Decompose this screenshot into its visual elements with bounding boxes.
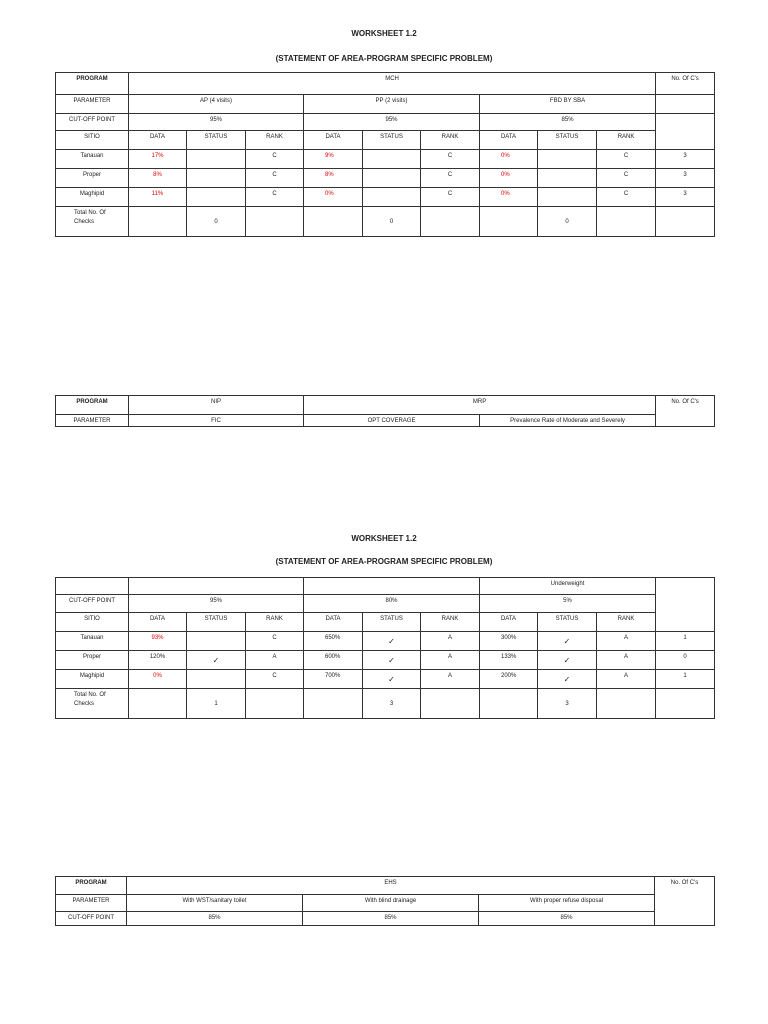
worksheet-title: WORKSHEET 1.2 bbox=[351, 534, 417, 543]
table-row bbox=[56, 188, 715, 207]
sitio-name: Proper bbox=[56, 651, 129, 670]
empty-cell bbox=[56, 578, 129, 595]
total-label-line2: Checks bbox=[74, 219, 95, 225]
status-header: STATUS bbox=[187, 613, 246, 632]
rank-value: C bbox=[421, 169, 480, 188]
rank-value: C bbox=[421, 188, 480, 207]
data-value: 0% bbox=[153, 673, 162, 679]
ehs-table bbox=[55, 876, 715, 926]
cutoff-cell: 95% bbox=[129, 595, 304, 613]
cutoff-label: CUT-OFF POINT bbox=[56, 912, 127, 926]
parameter-label: PARAMETER bbox=[56, 415, 129, 427]
rank-value: C bbox=[421, 150, 480, 169]
rank-value: C bbox=[246, 188, 304, 207]
data-value: 11% bbox=[151, 191, 164, 197]
data-value: 0% bbox=[325, 191, 334, 197]
status-cell bbox=[363, 169, 421, 188]
data-value: 0% bbox=[501, 172, 510, 178]
cutoff-cell: 85% bbox=[127, 912, 303, 926]
rank-value: C bbox=[246, 150, 304, 169]
num-c-header: No. Of C's bbox=[656, 396, 715, 427]
rank-value: C bbox=[597, 188, 656, 207]
status-cell bbox=[363, 150, 421, 169]
total-value: 3 bbox=[363, 689, 421, 719]
rank-header: RANK bbox=[421, 131, 480, 150]
sitio-header: SITIO bbox=[56, 613, 129, 632]
rank-header: RANK bbox=[597, 131, 656, 150]
data-value: 17% bbox=[151, 153, 164, 159]
data-header: DATA bbox=[129, 131, 187, 150]
rank-value: C bbox=[246, 632, 304, 651]
data-value: 8% bbox=[325, 172, 334, 178]
worksheet-title: WORKSHEET 1.2 bbox=[351, 29, 417, 38]
parameter-cell: Prevalence Rate of Moderate and Severely bbox=[480, 415, 656, 427]
check-mark-icon: ✓ bbox=[563, 637, 571, 646]
data-header: DATA bbox=[129, 613, 187, 632]
empty-cell bbox=[656, 689, 715, 719]
parameter-cell: FBD BY SBA bbox=[480, 95, 656, 114]
data-value: 93% bbox=[151, 635, 164, 641]
empty-cell bbox=[304, 578, 480, 595]
empty-cell bbox=[656, 207, 715, 237]
empty-cell bbox=[421, 207, 480, 237]
empty-cell bbox=[129, 207, 187, 237]
data-value: 700% bbox=[325, 673, 341, 679]
status-cell bbox=[187, 150, 246, 169]
rank-header: RANK bbox=[597, 613, 656, 632]
data-value: 600% bbox=[325, 654, 341, 660]
parameter-cell: OPT COVERAGE bbox=[304, 415, 480, 427]
data-header: DATA bbox=[480, 131, 538, 150]
worksheet-subtitle: (STATEMENT OF AREA-PROGRAM SPECIFIC PROBLEM) bbox=[275, 557, 493, 566]
program-name: EHS bbox=[127, 877, 655, 895]
sitio-name: Tanauan bbox=[56, 632, 129, 651]
empty-cell bbox=[304, 207, 363, 237]
table-row bbox=[56, 670, 715, 689]
status-cell bbox=[538, 188, 597, 207]
num-c-header: No. Of C's bbox=[655, 877, 715, 926]
check-mark-icon: ✓ bbox=[388, 656, 395, 665]
rank-value: A bbox=[421, 670, 480, 689]
data-value: 0% bbox=[501, 153, 510, 159]
underweight-table bbox=[55, 577, 715, 719]
rank-value: A bbox=[597, 651, 656, 670]
empty-cell bbox=[129, 689, 187, 719]
sitio-name: Tanauan bbox=[56, 150, 129, 169]
num-c-value: 3 bbox=[656, 188, 715, 207]
total-label: Total No. Of bbox=[74, 692, 106, 698]
cutoff-cell: 85% bbox=[480, 114, 656, 131]
parameter-cell: PP (2 visits) bbox=[304, 95, 480, 114]
num-c-value: 1 bbox=[656, 632, 715, 651]
program-label: PROGRAM bbox=[56, 877, 127, 895]
parameter-label: PARAMETER bbox=[56, 895, 127, 912]
rank-header: RANK bbox=[246, 131, 304, 150]
worksheet-subtitle: (STATEMENT OF AREA-PROGRAM SPECIFIC PROBLEM) bbox=[275, 54, 493, 63]
data-value: 120% bbox=[149, 654, 166, 660]
parameter-cell: AP (4 visits) bbox=[129, 95, 304, 114]
mch-table bbox=[55, 72, 715, 237]
empty-cell bbox=[421, 689, 480, 719]
data-value: 650% bbox=[325, 635, 341, 641]
cutoff-cell: 85% bbox=[303, 912, 479, 926]
empty-cell bbox=[597, 207, 656, 237]
data-header: DATA bbox=[304, 131, 363, 150]
rank-value: A bbox=[597, 632, 656, 651]
status-cell bbox=[538, 169, 597, 188]
status-cell bbox=[187, 188, 246, 207]
cutoff-cell: 95% bbox=[129, 114, 304, 131]
data-header: DATA bbox=[304, 613, 363, 632]
empty-cell bbox=[246, 207, 304, 237]
data-value: 8% bbox=[153, 172, 162, 178]
data-value: 300% bbox=[501, 635, 517, 641]
cutoff-cell: 95% bbox=[304, 114, 480, 131]
data-value: 133% bbox=[501, 654, 517, 660]
total-value: 1 bbox=[187, 689, 246, 719]
cutoff-label: CUT-OFF POINT bbox=[56, 595, 129, 613]
rank-value: A bbox=[246, 651, 304, 670]
parameter-label: PARAMETER bbox=[56, 95, 129, 114]
rank-header: RANK bbox=[246, 613, 304, 632]
data-value: 9% bbox=[325, 153, 334, 159]
rank-value: A bbox=[597, 670, 656, 689]
empty-cell bbox=[480, 207, 538, 237]
cutoff-cell: 80% bbox=[304, 595, 480, 613]
status-cell bbox=[363, 188, 421, 207]
data-value: 200% bbox=[501, 673, 517, 679]
empty-cell bbox=[304, 689, 363, 719]
status-header: STATUS bbox=[363, 613, 421, 632]
cutoff-label: CUT-OFF POINT bbox=[56, 114, 129, 131]
sitio-header: SITIO bbox=[56, 131, 129, 150]
num-c-header: No. Of C's bbox=[656, 73, 715, 95]
data-header: DATA bbox=[480, 613, 538, 632]
parameter-cell: Underweight bbox=[480, 578, 656, 595]
sitio-name: Proper bbox=[56, 169, 129, 188]
status-header: STATUS bbox=[363, 131, 421, 150]
total-value: 0 bbox=[363, 207, 421, 237]
num-c-value: 3 bbox=[656, 169, 715, 188]
status-cell bbox=[538, 150, 597, 169]
empty-cell bbox=[129, 578, 304, 595]
program-label: PROGRAM bbox=[56, 396, 129, 415]
total-label-line2: Checks bbox=[74, 701, 95, 707]
parameter-cell: FIC bbox=[129, 415, 304, 427]
total-row bbox=[56, 689, 715, 719]
rank-value: A bbox=[421, 632, 480, 651]
data-value: 0% bbox=[501, 191, 510, 197]
table-row bbox=[56, 169, 715, 188]
total-value: 0 bbox=[187, 207, 246, 237]
cutoff-cell: 85% bbox=[479, 912, 655, 926]
sitio-name: Maghipid bbox=[56, 670, 129, 689]
empty-cell bbox=[480, 689, 538, 719]
table-row bbox=[56, 632, 715, 651]
num-c-value: 1 bbox=[656, 670, 715, 689]
empty-cell bbox=[597, 689, 656, 719]
table-row bbox=[56, 651, 715, 670]
num-c-value: 0 bbox=[656, 651, 715, 670]
cutoff-cell: 5% bbox=[480, 595, 656, 613]
rank-value: A bbox=[421, 651, 480, 670]
program-name: MRP bbox=[304, 396, 656, 415]
check-mark-icon: ✓ bbox=[212, 656, 220, 665]
nip-mrp-table bbox=[55, 395, 715, 427]
program-name: NIP bbox=[129, 396, 304, 415]
total-value: 0 bbox=[538, 207, 597, 237]
check-mark-icon: ✓ bbox=[563, 675, 571, 684]
sitio-name: Maghipid bbox=[56, 188, 129, 207]
status-header: STATUS bbox=[538, 613, 597, 632]
parameter-cell: With WST/sanitary toilet bbox=[127, 895, 303, 912]
parameter-cell: With proper refuse disposal bbox=[479, 895, 655, 912]
total-label: Total No. Of bbox=[74, 210, 106, 216]
empty-cell bbox=[656, 114, 715, 150]
check-mark-icon: ✓ bbox=[388, 675, 395, 684]
table-row bbox=[56, 150, 715, 169]
check-mark-icon: ✓ bbox=[388, 637, 395, 646]
program-label: PROGRAM bbox=[56, 73, 129, 95]
program-name: MCH bbox=[129, 73, 656, 95]
check-mark-icon: ✓ bbox=[563, 656, 571, 665]
rank-value: C bbox=[597, 169, 656, 188]
rank-header: RANK bbox=[421, 613, 480, 632]
parameter-cell: With blind drainage bbox=[303, 895, 479, 912]
rank-value: C bbox=[246, 670, 304, 689]
status-header: STATUS bbox=[187, 131, 246, 150]
total-value: 3 bbox=[538, 689, 597, 719]
empty-cell bbox=[656, 95, 715, 114]
empty-cell bbox=[656, 578, 715, 632]
rank-value: C bbox=[597, 150, 656, 169]
status-header: STATUS bbox=[538, 131, 597, 150]
status-cell bbox=[187, 169, 246, 188]
total-row bbox=[56, 207, 715, 237]
empty-cell bbox=[246, 689, 304, 719]
rank-value: C bbox=[246, 169, 304, 188]
num-c-value: 3 bbox=[656, 150, 715, 169]
